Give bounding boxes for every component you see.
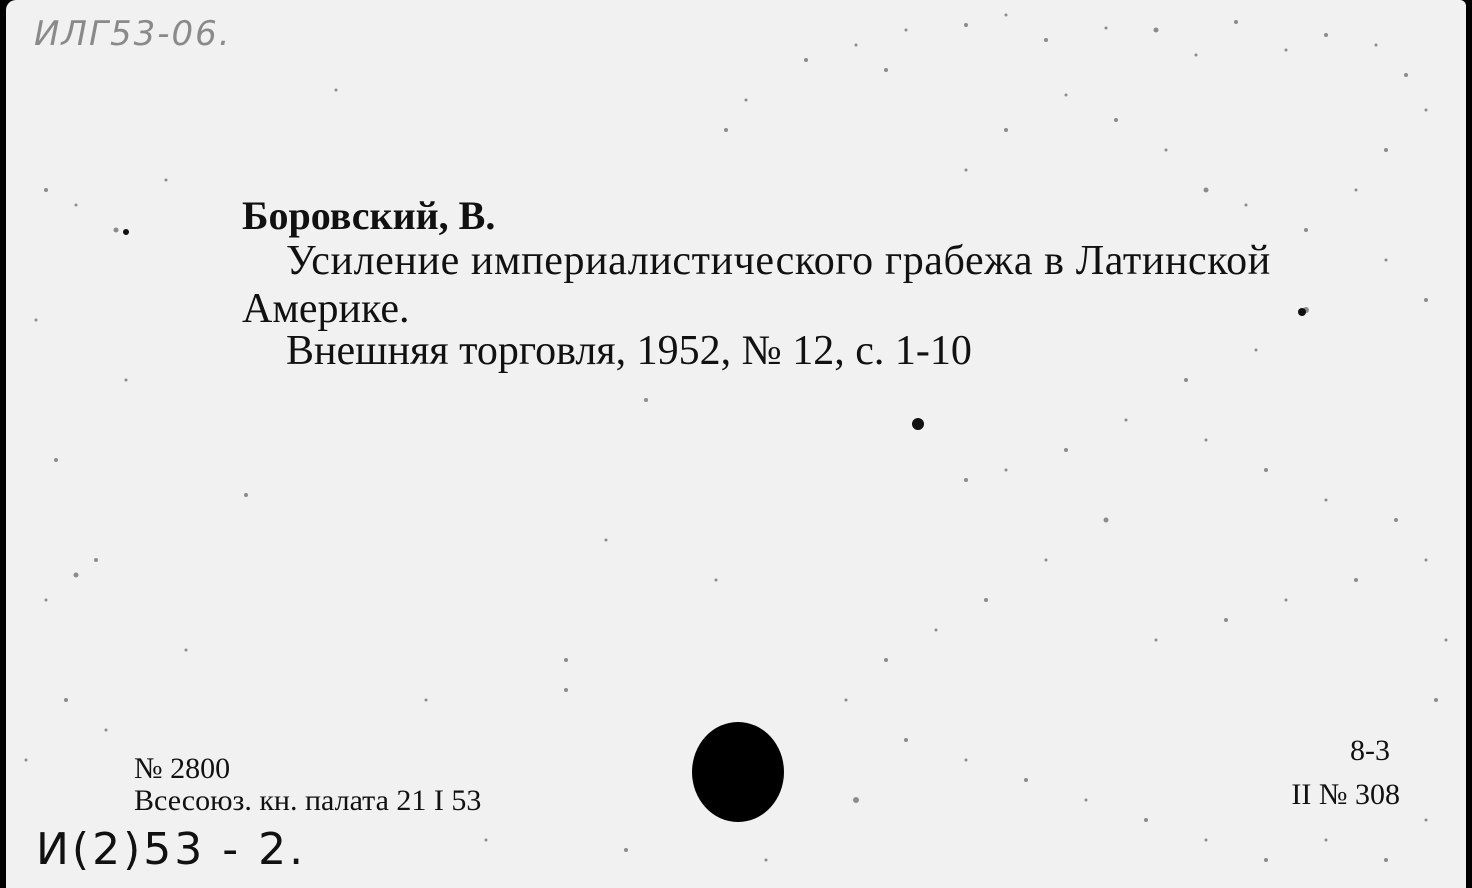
card-number: № 2800: [134, 752, 231, 785]
corner-order-number: II № 308: [1291, 778, 1400, 811]
author-name: Боровский, В.: [242, 193, 496, 238]
catalog-card: [6, 0, 1466, 888]
title-line-2: Америке.: [242, 286, 410, 332]
source-citation: Внешняя торговля, 1952, № 12, с. 1-10: [286, 328, 972, 374]
faint-corner-note: ИЛГ53-06.: [34, 14, 232, 54]
handwritten-shelf-code: И(2)53 - 2.: [36, 824, 307, 875]
punch-hole: [692, 722, 784, 822]
title-line-1: Усиление империалистического грабежа в Латинской: [286, 238, 1271, 284]
publisher-line: Всесоюз. кн. палата 21 I 53: [134, 784, 482, 817]
corner-code: 8-3: [1350, 734, 1390, 767]
